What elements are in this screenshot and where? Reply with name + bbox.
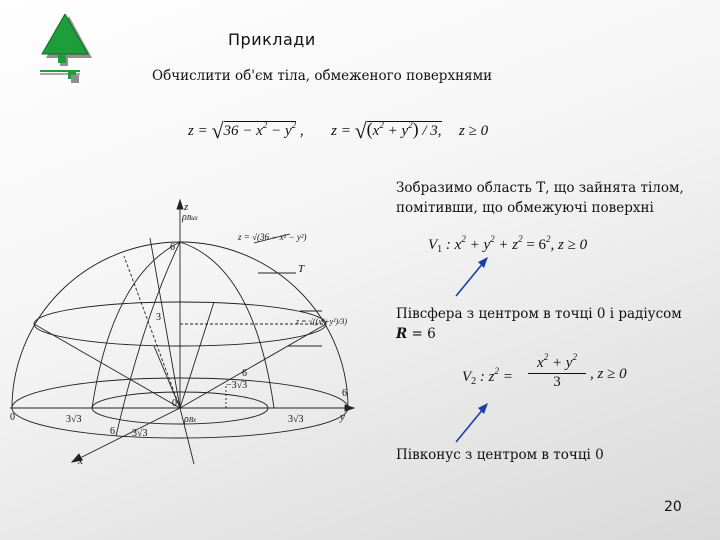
fig-label-T: T [298,263,305,275]
fig-label-phi-bot: ρВх [184,414,197,425]
sqrt-icon: √ [211,118,224,143]
slide-title: Приклади [228,30,316,49]
v2-sup-y: 2 [572,352,577,362]
v1-rest3: = 6 [522,237,547,253]
fig-label-x: x [78,455,83,467]
v1-sup-c: 2 [518,234,523,244]
v1-body: : x [442,237,462,253]
slide-subtitle: Обчислити об'єм тіла, обмеженого поверхнями [152,68,493,84]
formula-part-c: x [372,123,380,139]
hemisphere-line-2 [396,324,682,344]
v2-num-plus: + y [548,355,573,371]
fig-label-0: 0 [172,398,177,409]
fig-label-z: z [184,201,189,213]
v2-sup-z: 2 [494,366,500,376]
v2-num-x: x [537,355,544,371]
hemisphere-eq: = 6 [407,326,436,342]
fig-label-6-right: 6 [342,388,347,399]
description [396,178,684,218]
fig-label-6-mid: 6 [242,368,247,379]
description-line-2: помітивши, що обмежуючі поверхні [396,200,654,216]
v2-frac [528,352,586,391]
fig-label-sphere: z = √(36 − x² − y²) [238,232,307,242]
slide-logo [36,14,96,84]
arrow-v2-icon [452,400,492,446]
v1-formula [428,234,587,255]
fig-label-left-0: 0 [10,412,15,423]
fig-label-cone: z = √((x²+y²)/3) [296,317,348,326]
v2-cond: , z ≥ 0 [590,366,627,382]
formula-radicand-1 [224,121,297,139]
v1-sup-b: 2 [490,234,495,244]
cone-side-right [180,324,326,408]
fig-label-3r3-a: 3√3 [66,414,82,425]
v1-cond: , z ≥ 0 [550,237,588,253]
v2-sup-x: 2 [543,352,549,362]
formula-cond: z ≥ 0 [459,123,489,139]
description-line-1: Зобразимо область Т, що зайнята тілом, [396,180,684,196]
formula-part-a: 36 − x [223,123,263,139]
v1-rest2: + z [494,237,519,253]
formula-comma: , [296,123,304,139]
v2-z: : z [476,369,495,385]
fig-label-3: 3 [156,312,161,323]
hemisphere-text [396,304,682,344]
fig-label-6-front: 6 [110,426,115,437]
v2-sub: 2 [471,376,477,387]
formula-sup-b: 2 [291,120,297,130]
formula-sup-a: 2 [262,120,268,130]
v1-sup-a: 2 [461,234,466,244]
fig-label-6-top: 6 [170,242,175,253]
hemisphere-R: R [396,326,408,342]
formula-z2: z = [331,123,355,139]
v2-numerator [528,352,586,374]
v2-eq: = [499,369,513,385]
triangle-logo-icon [36,14,96,84]
v1-sup-d: 2 [546,234,551,244]
v2-denominator: 3 [553,374,561,390]
formula-sup-c: 2 [379,120,384,130]
formula-part-e: / 3, [418,123,442,139]
hemisphere-cone-figure [4,196,360,468]
cone-text: Півконус з центром в точці 0 [396,447,604,463]
fig-label-3r3-b: 3√3 [288,414,304,425]
fig-label-phi-top: ρВиx [182,212,198,223]
main-formula [188,118,488,144]
cone-side-left [34,324,180,408]
formula-part-d: + y [383,123,409,139]
v1-rest1: + y [465,237,491,253]
page-number: 20 [664,499,682,515]
v2-label: V [462,369,472,385]
arrow-v1-icon [452,254,492,300]
hemisphere-line-1: Півсфера з центром в точці 0 і радіусом [396,306,682,322]
formula-z1: z = [188,123,212,139]
fig-label-y: y [340,411,345,423]
v1-sub: 1 [437,244,443,255]
formula-part-b: − y [267,123,292,139]
v2-left [462,366,513,387]
v1-label: V [428,237,438,253]
fig-label-3r3-c: 3√3 [132,428,148,439]
fig-label-neg3r3: −3√3 [226,380,248,391]
sqrt-icon-2: √ [354,118,367,143]
formula-sup-d: 2 [408,120,413,130]
formula-radicand-2: $(x^2 + y^2) / 3$, [366,119,442,139]
